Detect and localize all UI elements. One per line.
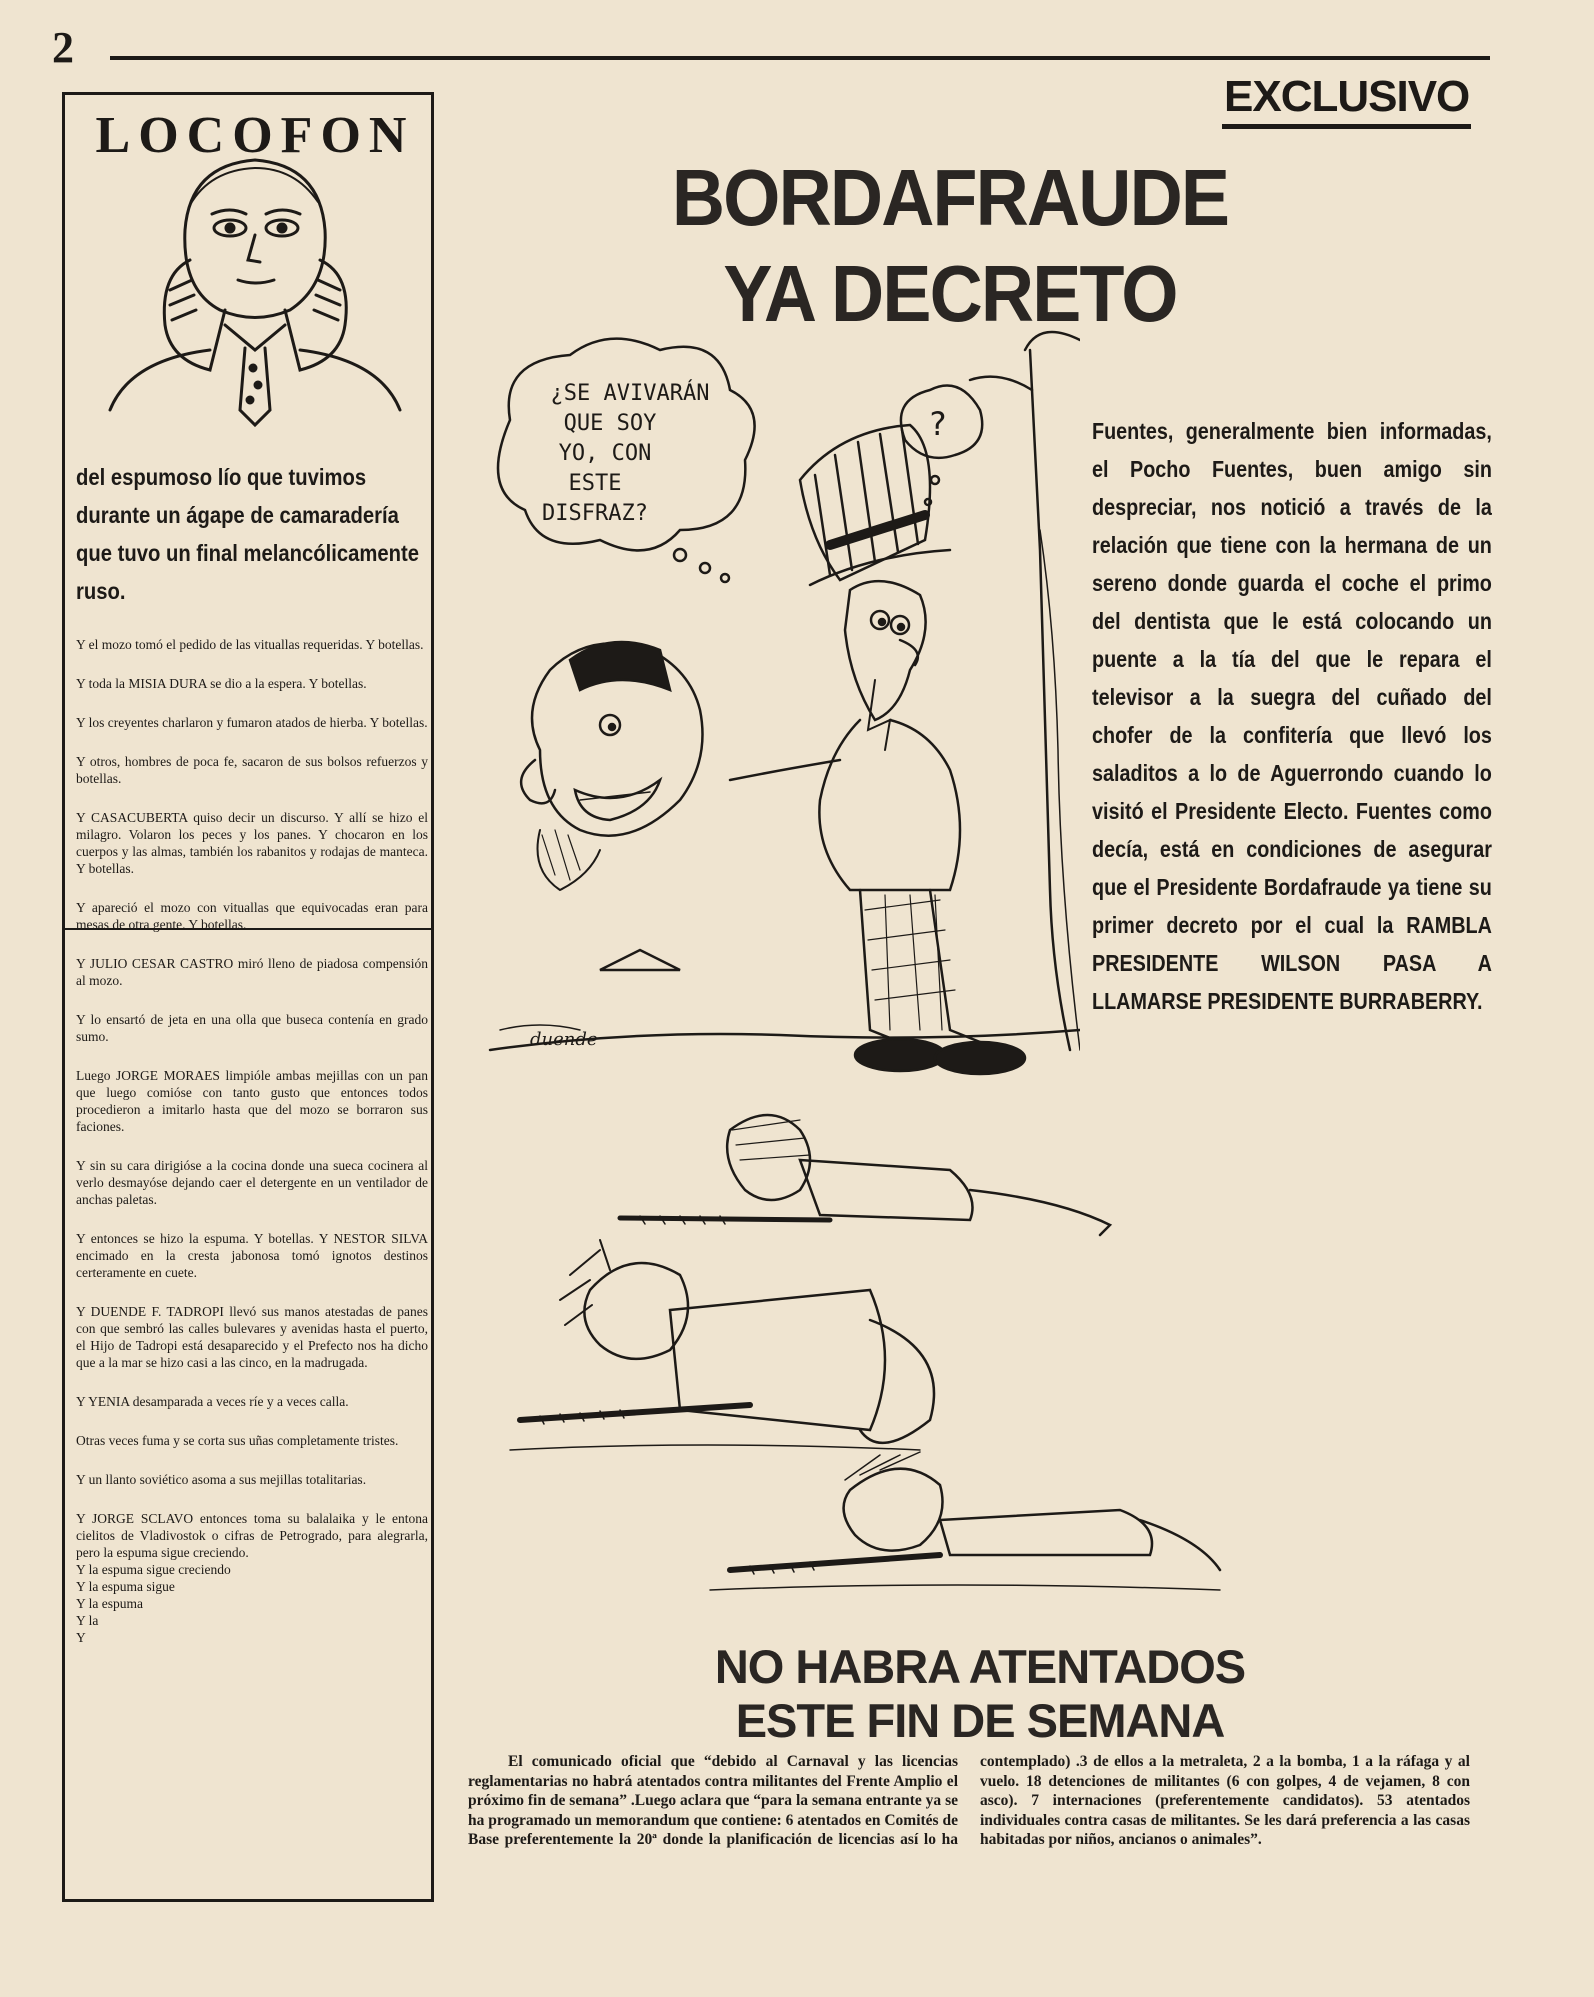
tree: [1030, 350, 1070, 1050]
headline-line: BORDAFRAUDE: [671, 153, 1229, 242]
article-body-text: Fuentes, generalmente bien informadas, el Pocho Fuentes, buen amigo sin despreciar, nos notició a través de la relación que tiene con la hermana de un sereno donde guarda el coche el primo del dentista que le está colocando un puente a la tía del que le repara el televisor a la suegra del cuñado del chofer de la confitería que llevó los saladitos a lo de Aguerrondo cuando lo visitó el Presidente Electo. Fuentes como decía, está en condiciones de asegurar que el Presidente Bordafraude ya tiene su primer decreto por el cual la: [1092, 418, 1492, 938]
locofon-paragraph: Y JULIO CESAR CASTRO miró lleno de piadosa compensión al mozo.: [76, 956, 428, 988]
locofon-tail-line: Y la espuma sigue creciendo: [76, 1562, 231, 1577]
speech-line: YO, CON: [558, 441, 652, 466]
article-body-text: El comunicado oficial que “debido al Carnaval y las licencias reglamentarias no habrá atentados contra militantes del Frente Amplio el próximo fin de semana” .Luego aclara que “para la semana entrante ya se ha programado un memorandum que contiene: 6 atentados en Comités de Base preferentemente la 20ª donde la planificación de licencias así lo ha contemplado) .3 de ellos a la metraleta, 2 a la bomba, 1 a la ráfaga y al vuelo. 18 detenciones de militantes (6 con golpes, 4 de vejamen, 8 con asco). 7 internaciones (preferentemente candidatos). 53 atentados individuales contra casas de militantes. Se les dará preferencia a las casas habitadas por niños, ancianos o animales”.: [468, 1753, 1470, 1848]
locofon-paragraph: Y toda la MISIA DURA se dio a la espera. Y botellas.: [76, 676, 367, 691]
subhead-line: NO HABRA ATENTADOS: [714, 1640, 1246, 1693]
locofon-paragraph: Y sin su cara dirigióse a la cocina donde una sueca cocinera al verlo desmayóse dejando caer el detergente en un ventilador de anchas paletas.: [76, 1158, 428, 1207]
locofon-paragraph: Y entonces se hizo la espuma. Y botellas. Y NESTOR SILVA encimado en la cresta jabonosa tomó ignotos destinos certeramente en cuete.: [76, 1231, 428, 1280]
article-atentados-body: [468, 1752, 1470, 1850]
locofon-paragraph: Y apareció el mozo con vituallas que equivocadas eran para mesas de otra gente. Y botellas.: [76, 900, 428, 932]
locofon-tail-line: Y la espuma sigue: [76, 1579, 175, 1594]
locofon-logo-text: LOCOFON: [95, 110, 415, 164]
article-body-caps: RAMBLA PRESIDENTE WILSON PASA A LLAMARSE PRESIDENTE BURRABERRY.: [1092, 912, 1492, 1014]
header-rule: [110, 56, 1490, 60]
locofon-paragraph: Y los creyentes charlaron y fumaron atados de hierba. Y botellas.: [76, 715, 428, 730]
locofon-paragraph: Y un llanto soviético asoma a sus mejillas totalitarias.: [76, 1472, 367, 1487]
article-bordafraude-body: [1092, 412, 1492, 1020]
locofon-paragraph: Y lo ensartó de jeta en una olla que buseca contenía en grado sumo.: [76, 1012, 428, 1044]
locofon-paragraph: Y otros, hombres de poca fe, sacaron de sus bolsos refuerzos y botellas.: [76, 754, 428, 786]
locofon-paragraph: Y el mozo tomó el pedido de las vituallas requeridas. Y botellas.: [76, 637, 424, 652]
headline-no-habra-atentados: [600, 1640, 1360, 1748]
headline-bordafraude: [591, 150, 1309, 342]
locofon-paragraph: Y CASACUBERTA quiso decir un discurso. Y allí se hizo el milagro. Volaron los peces y los panes. Y chocaron en los cuerpos y las almas, también los rabanitos y rodajas de manteca. Y botellas.: [76, 810, 428, 876]
speech-line: ESTE: [568, 471, 622, 496]
locofon-tail-line: Y: [76, 1630, 86, 1645]
uncle-sam-mask-cartoon: [480, 330, 1080, 1090]
speech-line: ¿SE AVIVARÁN: [550, 381, 710, 406]
locofon-paragraph: Y YENIA desamparada a veces ríe y a veces calla.: [76, 1394, 349, 1409]
speech-line: DISFRAZ?: [542, 501, 648, 526]
locofon-paragraph: Y JORGE SCLAVO entonces toma su balalaika y le entona cielitos de Vladivostok o cifras de Petrogrado, para alegrarla, pero la espuma sigue creciendo.: [76, 1511, 428, 1560]
locofon-body: [76, 636, 428, 1646]
cartoon-signature: duende: [530, 1029, 598, 1050]
page-number: 2: [52, 23, 74, 72]
locofon-tail-line: Y la: [76, 1613, 99, 1628]
locofon-paragraph: Luego JORGE MORAES limpióle ambas mejillas con un pan que luego comióse con tanto gusto que entonces todos procedieron a imitarlo hasta que del mozo se borraron sus faciones.: [76, 1068, 428, 1134]
snipers-cartoon: [500, 1100, 1430, 1640]
locofon-tail-line: Y la espuma: [76, 1596, 143, 1611]
speech-line: QUE SOY: [563, 411, 657, 436]
subhead-line: ESTE FIN DE SEMANA: [735, 1694, 1225, 1747]
locofon-intro: del espumoso lío que tuvimos durante un ágape de camaradería que tuvo un final melancólicamente ruso.: [76, 464, 420, 604]
locofon-paragraph: Otras veces fuma y se corta sus uñas completamente tristes.: [76, 1433, 399, 1448]
locofon-paragraph: Y DUENDE F. TADROPI llevó sus manos atestadas de panes con que sembró las calles bulevares y avenidas hasta el puerto, el Hijo de Tadropi está desaparecido y el Prefecto nos ha dicho que a la mar se hizo casi a las cinco, en la madrugada.: [76, 1304, 428, 1370]
locofon-face-illustration: [90, 110, 420, 430]
section-tag: EXCLUSIVO: [1222, 72, 1471, 129]
headline-line: YA DECRETO: [723, 249, 1177, 338]
question-mark: ?: [929, 405, 947, 443]
